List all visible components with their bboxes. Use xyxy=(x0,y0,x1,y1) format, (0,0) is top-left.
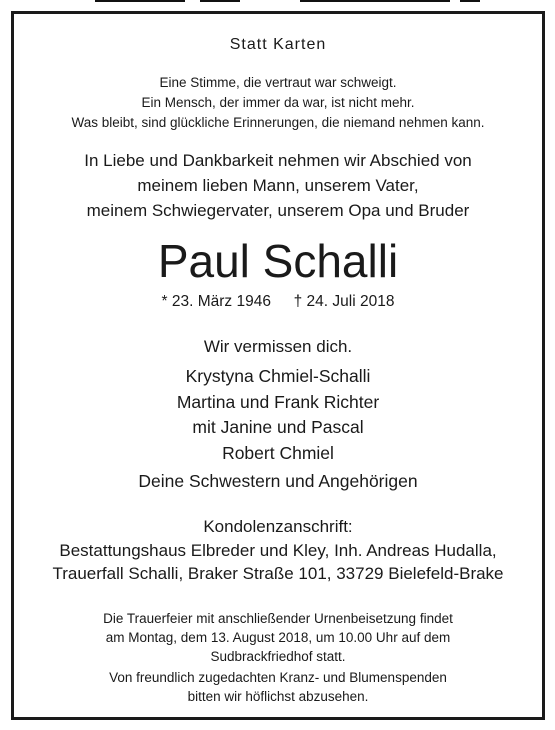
family-line-2: Martina und Frank Richter xyxy=(176,392,380,412)
miss-line: Wir vermissen dich. xyxy=(203,337,353,356)
footer-line-3: Sudbrackfriedhof statt. xyxy=(210,649,346,664)
birth-date: * 23. März 1946 xyxy=(161,293,271,310)
life-dates xyxy=(14,293,542,311)
poem-line-2: Ein Mensch, der immer da war, ist nicht mehr. xyxy=(141,95,415,110)
death-date: † 24. Juli 2018 xyxy=(293,293,395,310)
obituary-frame xyxy=(11,11,545,720)
deceased-name: Paul Schalli xyxy=(157,235,399,287)
intro-line-2: meinem lieben Mann, unserem Vater, xyxy=(137,176,419,195)
footer-line-4: Von freundlich zugedachten Kranz- und Blumenspenden xyxy=(109,670,447,685)
condolence-line-2: Trauerfall Schalli, Braker Straße 101, 33729 Bielefeld-Brake xyxy=(52,564,504,583)
condolence-heading: Kondolenzanschrift: xyxy=(203,517,353,536)
condolence-line-1: Bestattungshaus Elbreder und Kley, Inh. Andreas Hudalla, xyxy=(59,541,497,560)
footer-line-1: Die Trauerfeier mit anschließender Urnenbeisetzung findet xyxy=(103,611,453,626)
footer-line-5: bitten wir höflichst abzusehen. xyxy=(187,689,369,704)
footer-line-2: am Montag, dem 13. August 2018, um 10.00 Uhr auf dem xyxy=(105,630,451,645)
intro-line-1: In Liebe und Dankbarkeit nehmen wir Abschied von xyxy=(84,151,472,170)
poem-line-3: Was bleibt, sind glückliche Erinnerungen, die niemand nehmen kann. xyxy=(71,115,485,130)
family-line-1: Krystyna Chmiel-Schalli xyxy=(185,366,371,386)
heading: Statt Karten xyxy=(229,36,327,53)
scan-artifact xyxy=(0,0,555,8)
family-line-3: mit Janine und Pascal xyxy=(192,417,364,437)
family-line-4: Robert Chmiel xyxy=(222,443,334,463)
family-line-5: Deine Schwestern und Angehörigen xyxy=(138,471,418,491)
intro-line-3: meinem Schwiegervater, unserem Opa und Bruder xyxy=(86,201,470,220)
poem-line-1: Eine Stimme, die vertraut war schweigt. xyxy=(159,75,397,90)
